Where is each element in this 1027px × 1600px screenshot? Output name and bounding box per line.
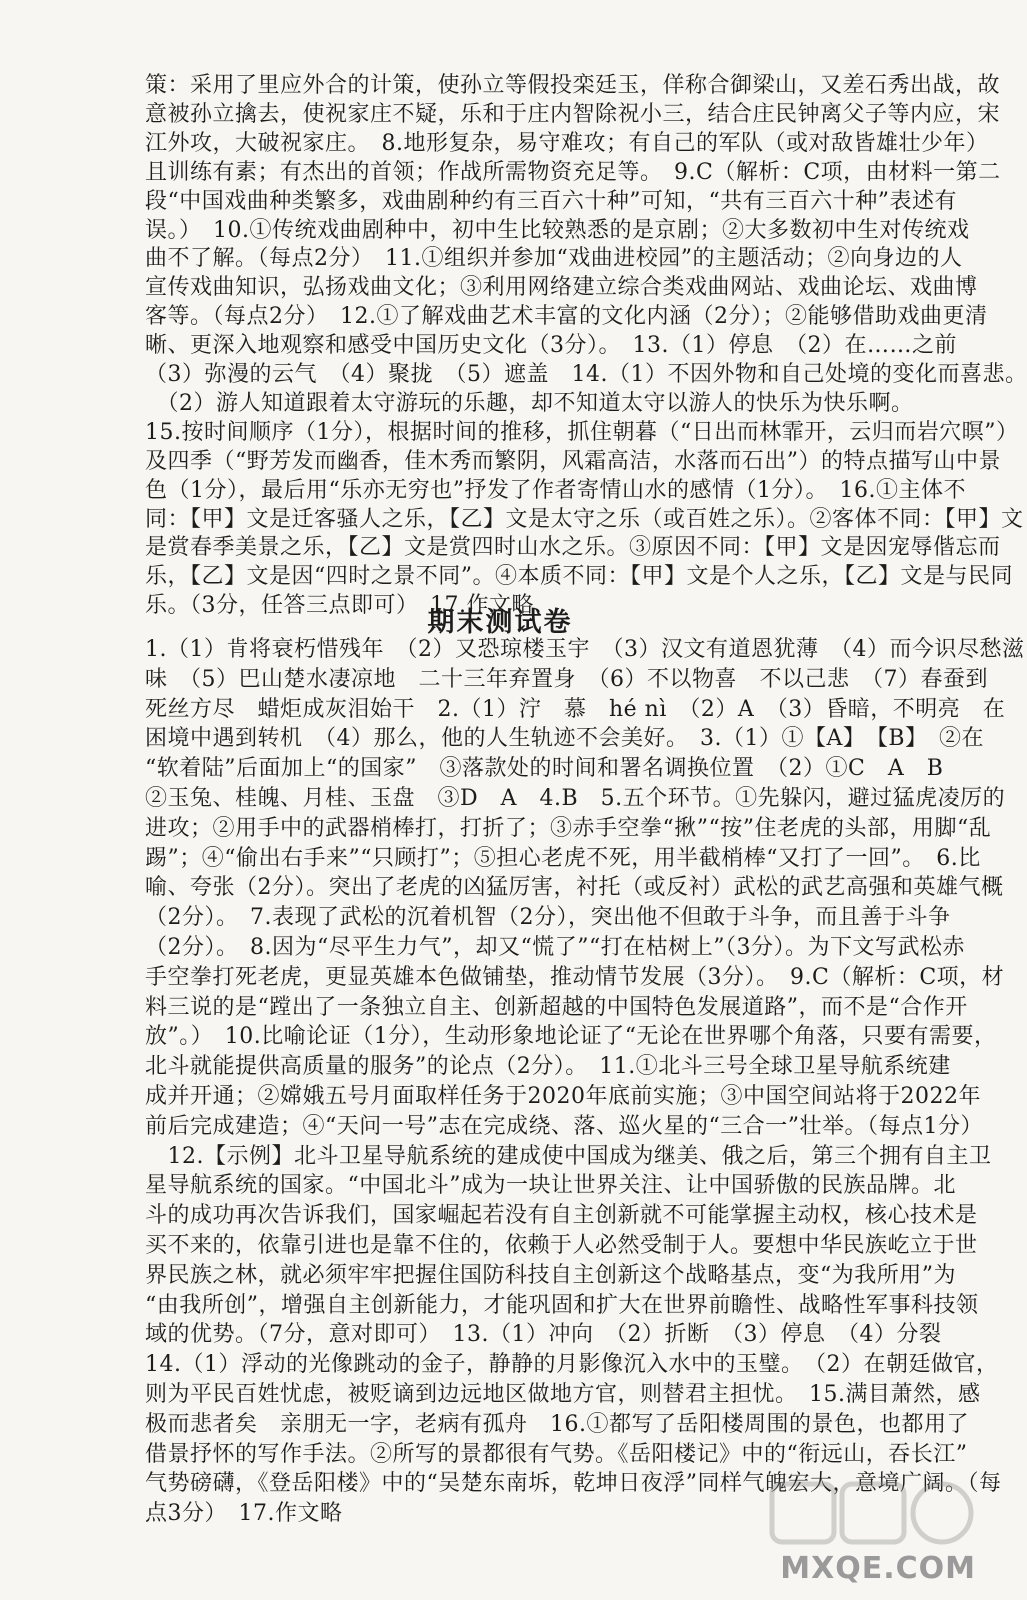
text-line: 色（1分），最后用“乐亦无穷也”抒发了作者寄情山水的感情（1分）。 16.①主体不: [145, 477, 966, 503]
text-line: 误。） 10.①传统戏曲剧种中，初中生比较熟悉的是京剧；②大多数初中生对传统戏: [145, 217, 970, 243]
text-line: 界民族之林，就必须牢牢把握住国防科技自主创新这个战略基点，变“为我所用”为: [145, 1262, 956, 1288]
text-line: 放”。） 10.比喻论证（1分），生动形象地论证了“无论在世界哪个角落，只要有需要，: [145, 1024, 997, 1050]
text-line: 宣传戏曲知识，弘扬戏曲文化；③利用网络建立综合类戏曲网站、戏曲论坛、戏曲博: [145, 275, 978, 301]
text-line: （2分）。 7.表现了武松的沉着机智（2分），突出他不但敢于斗争，而且善于斗争: [145, 905, 951, 931]
text-line: “软着陆”后面加上“的国家” ③落款处的时间和署名调换位置 （2）①C A B: [145, 756, 944, 782]
text-line: 成并开通；②嫦娥五号月面取样任务于2020年底前实施；③中国空间站将于2022年: [145, 1084, 981, 1109]
watermark-site: MXQE.COM: [780, 1551, 976, 1586]
text-line: 极而悲者矣 亲朋无一字，老病有孤舟 16.①都写了岳阳楼周围的景色，也都用了: [145, 1411, 969, 1437]
text-line: （2）游人知道跟着太守游玩的乐趣，却不知道太守以游人的快乐为快乐啊。: [145, 390, 914, 416]
text-line: 段“中国戏曲种类繁多，戏曲剧种约有三百六十种”可知，“共有三百六十种”表述有: [145, 188, 957, 214]
text-line: 1.（1）肯将衰朽惜残年 （2）又恐琼楼玉宇 （3）汉文有道恩犹薄 （4）而今识尽愁滋: [145, 637, 1025, 662]
text-line: 乐，【乙】文是因“四时之景不同”。④本质不同：【甲】文是个人之乐，【乙】文是与民同: [145, 564, 1013, 590]
text-line: 味 （5）巴山楚水凄凉地 二十三年弃置身 （6）不以物喜 不以己悲 （7）春蚕到: [145, 666, 988, 692]
text-line: 手空拳打死老虎，更显英雄本色做铺垫，推动情节发展（3分）。 9.C（解析：C项，材: [145, 964, 1005, 990]
text-line: 15.按时间顺序（1分），根据时间的推移，抓住朝暮（“日出而林霏开，云归而岩穴暝”）: [145, 419, 1019, 445]
text-line: 气势磅礴，《登岳阳楼》中的“吴楚东南坼，乾坤日夜浮”同样气魄宏大，意境广阔。（每: [145, 1471, 1002, 1497]
text-line: “由我所创”，增强自主创新能力，才能巩固和扩大在世界前瞻性、战略性军事科技领: [145, 1292, 979, 1318]
text-line: 客等。（每点2分） 12.①了解戏曲艺术丰富的文化内涵（2分）；②能够借助戏曲更清: [145, 304, 988, 330]
text-line: 前后完成建造；④“天问一号”志在完成绕、落、巡火星的“三合一”壮举。（每点1分）: [145, 1113, 983, 1139]
text-line: 困境中遇到转机 （4）那么，他的人生轨迹不会美好。 3.（1）①【A】 【B】 ②在: [145, 726, 985, 752]
text-line: 星导航系统的国家。“中国北斗”成为一块让世界关注、让中国骄傲的民族品牌。北: [145, 1173, 956, 1199]
text-line: 意被孙立擒去，使祝家庄不疑，乐和于庄内智除祝小三，结合庄民钟离父子等内应，宋: [145, 101, 1001, 127]
text-line: 晰、更深入地观察和感受中国历史文化（3分）。 13.（1）停息 （2）在……之前: [145, 333, 957, 359]
text-line: 且训练有素；有杰出的首领；作战所需物资充足等。 9.C（解析：C项，由材料一第二: [145, 159, 1001, 185]
text-line: （2分）。 8.因为“尽平生力气”，却又“慌了”“打在枯树上”（3分）。为下文写武松赤: [145, 935, 965, 960]
text-line: ②玉兔、桂魄、月桂、玉盘 ③D A 4.B 5.五个环节。①先躲闪，避过猛虎凌厉的: [145, 786, 1006, 811]
text-line: 料三说的是“蹚出了一条独立自主、创新超越的中国特色发展道路”，而不是“合作开: [145, 994, 968, 1020]
text-line: 死丝方尽 蜡炬成灰泪始干 2.（1）泞 慕 hé nì （2）A （3）昏暗，不明亮 在: [145, 696, 1006, 722]
text-line: 点3分） 17.作文略: [145, 1501, 343, 1527]
text-line: 是赏春季美景之乐，【乙】文是赏四时山水之乐。③原因不同：【甲】文是因宠辱偕忘而: [145, 535, 1001, 561]
text-line: 及四季（“野芳发而幽香，佳木秀而繁阴，风霜高洁，水落而石出”）的特点描写山中景: [145, 448, 1001, 474]
text-line: 江外攻，大破祝家庄。 8.地形复杂，易守难攻；有自己的军队（或对敌皆雄壮少年）: [145, 130, 989, 156]
text-line: 策：采用了里应外合的计策，使孙立等假投栾廷玉，佯称合御梁山，又差石秀出战，故: [145, 73, 1001, 98]
text-line: 同：【甲】文是迁客骚人之乐，【乙】文是太守之乐（或百姓之乐）。②客体不同：【甲】文: [145, 506, 1024, 532]
text-line: 买不来的，依靠引进也是靠不住的，依赖于人必然受制于人。要想中华民族屹立于世: [145, 1233, 978, 1258]
text-line: 则为平民百姓忧虑，被贬谪到边远地区做地方官，则替君主担忧。 15.满目萧然，感: [145, 1382, 981, 1407]
text-line: 12.【示例】北斗卫星导航系统的建成使中国成为继美、俄之后，第三个拥有自主卫: [145, 1143, 992, 1169]
text-line: 斗的成功再次告诉我们，国家崛起若没有自主创新就不可能掌握主动权，核心技术是: [145, 1203, 978, 1229]
section-title: 期末测试卷: [427, 607, 573, 638]
text-line: 曲不了解。（每点2分） 11.①组织并参加“戏曲进校园”的主题活动；②向身边的人: [145, 246, 963, 272]
text-line: （3）弥漫的云气 （4）聚拢 （5）遮盖 14.（1）不因外物和自己处境的变化而喜悲。: [145, 362, 1027, 387]
text-line: 进攻；②用手中的武器梢棒打，打折了；③赤手空拳“揪”“按”住老虎的头部，用脚“乱: [145, 815, 992, 841]
text-line: 借景抒怀的写作手法。②所写的景都很有气势。《岳阳楼记》中的“衔远山，吞长江”: [145, 1441, 968, 1467]
text-line: 北斗就能提供高质量的服务”的论点（2分）。 11.①北斗三号全球卫星导航系统建: [145, 1054, 951, 1080]
text-line: 14.（1）浮动的光像跳动的金子，静静的月影像沉入水中的玉璧。 （2）在朝廷做官，: [145, 1352, 999, 1378]
text-line: 域的优势。（7分，意对即可） 13.（1）冲向 （2）折断 （3）停息 （4）分裂: [145, 1322, 942, 1348]
text-line: 乐。（3分，任答三点即可） 17.作文略: [145, 593, 534, 619]
text-line: 踢”；④“偷出右手来”“只顾打”；⑤担心老虎不死，用半截梢棒“又打了一回”。 6.比: [145, 845, 981, 871]
text-line: 喻、夸张（2分）。突出了老虎的凶猛厉害，衬托（或反衬）武松的武艺高强和英雄气概: [145, 875, 1004, 901]
